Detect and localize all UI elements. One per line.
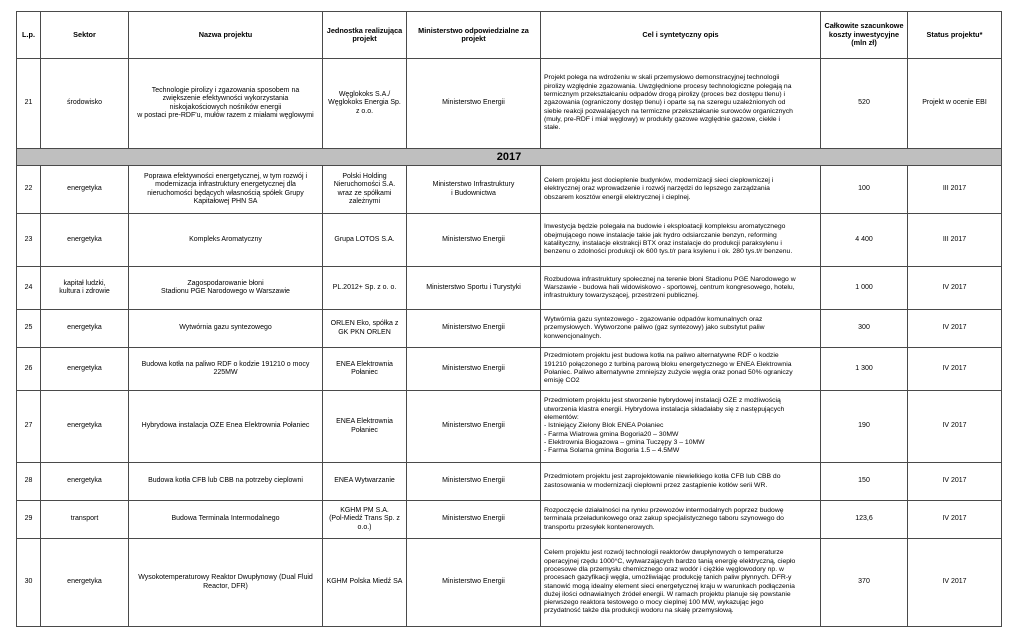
cell-cost: 150 bbox=[821, 463, 908, 501]
cell-sector: kapitał ludzki, kultura i zdrowie bbox=[41, 267, 129, 310]
goal-line: konwencjonalnych. bbox=[544, 332, 602, 340]
cell-unit: Grupa LOTOS S.A. bbox=[323, 214, 407, 267]
goal-line: operacyjnej rzędu 1000°C, wytwarzających bardzo tanią energię elektryczną, ciepło bbox=[544, 557, 796, 565]
cell-sector: energetyka bbox=[41, 166, 129, 214]
cell-status: Projekt w ocenie EBI bbox=[908, 59, 1002, 149]
goal-line: Inwestycja będzie polegała na budowie i eksploatacji kompleksu aromatycznego bbox=[544, 223, 786, 231]
cell-goal bbox=[541, 501, 821, 539]
projects-table bbox=[16, 11, 1002, 627]
goal-line: benzenu o zdolności produkcji ok 600 tys.t/r para ksylenu i ok. 280 tys.t/r benzenu. bbox=[544, 248, 793, 256]
header-cost: Całkowite szacunkowe koszty inwestycyjne (mln zł) bbox=[821, 12, 908, 59]
goal-line: - Farma Solarna gmina Bogoria 1.5 – 4.5MW bbox=[544, 447, 680, 455]
goal-line: - Elektrownia Biogazowa – gmina Tuczępy 3 – 10MW bbox=[544, 438, 705, 446]
cell-cost: 123,6 bbox=[821, 501, 908, 539]
cell-unit: Węglokoks S.A./ Węglokoks Energia Sp. z o.o. bbox=[323, 59, 407, 149]
goal-line: termicznym przekształcaniu odpadów drogą pirolizy (proces bez dostępu tlenu) i bbox=[544, 91, 786, 99]
cell-goal bbox=[541, 166, 821, 214]
goal-line: zastosowania w modernizacji ciepłowni przez zastąpienie kotłów serii WR. bbox=[544, 481, 768, 489]
cell-ministry: Ministerstwo Energii bbox=[407, 348, 541, 391]
goal-line: (muły, pre-RDF i miał węglowy) w produkty gazowe względnie gazowe, ciekłe i bbox=[544, 115, 780, 123]
goal-line: - Istniejący Zielony Blok ENEA Połaniec bbox=[544, 422, 664, 430]
table-row bbox=[17, 348, 1002, 391]
cell-lp: 30 bbox=[17, 539, 41, 627]
table-row bbox=[17, 214, 1002, 267]
cell-status: IV 2017 bbox=[908, 463, 1002, 501]
goal-line: transportu przesyłek kontenerowych. bbox=[544, 523, 655, 531]
cell-status: IV 2017 bbox=[908, 501, 1002, 539]
goal-line: Połaniec. Paliwo alternatywne zmniejszy zużycie węgla oraz ponad 50% ograniczy bbox=[544, 369, 793, 376]
header-goal: Cel i syntetyczny opis bbox=[541, 12, 821, 59]
header-unit: Jednostka realizująca projekt bbox=[323, 12, 407, 59]
cell-lp: 21 bbox=[17, 59, 41, 149]
cell-lp: 28 bbox=[17, 463, 41, 501]
goal-line: Przedmiotem projektu jest zaprojektowanie niewielkiego kotła CFB lub CBB do bbox=[544, 473, 781, 481]
cell-ministry: Ministerstwo Energii bbox=[407, 214, 541, 267]
cell-goal bbox=[541, 463, 821, 501]
cell-ministry: Ministerstwo Energii bbox=[407, 539, 541, 627]
cell-status: IV 2017 bbox=[908, 391, 1002, 463]
cell-status: III 2017 bbox=[908, 166, 1002, 214]
cell-cost: 4 400 bbox=[821, 214, 908, 267]
header-sector: Sektor bbox=[41, 12, 129, 59]
cell-cost: 100 bbox=[821, 166, 908, 214]
goal-line: emisję CO2 bbox=[544, 377, 580, 385]
goal-line: katalityczny, instalacje ekstrakcji BTX oraz instalacje do produkcji paraksylenu i bbox=[544, 240, 782, 247]
cell-status: IV 2017 bbox=[908, 310, 1002, 348]
goal-line: stałe. bbox=[544, 124, 561, 132]
cell-name: Kompleks Aromatyczny bbox=[129, 214, 323, 267]
goal-line: Warszawie - budowa hali widowiskowo - sportowej, centrum kongresowego, hotelu, bbox=[544, 283, 795, 291]
goal-line: Przedmiotem projektu jest budowa kotła na paliwo alternatywne RDF o kodzie bbox=[544, 352, 779, 360]
cell-status: III 2017 bbox=[908, 214, 1002, 267]
cell-ministry: Ministerstwo Energii bbox=[407, 310, 541, 348]
cell-goal bbox=[541, 214, 821, 267]
goal-line: Wytwórnia gazu syntezowego - zgazowanie odpadów komunalnych oraz bbox=[544, 316, 763, 324]
year-separator-row bbox=[17, 149, 1002, 166]
table-row bbox=[17, 310, 1002, 348]
cell-sector: energetyka bbox=[41, 463, 129, 501]
goal-line: obejmującego nowe instalacje takie jak hydro odsiarczanie benzyn, reforming bbox=[544, 231, 777, 239]
cell-cost: 1 300 bbox=[821, 348, 908, 391]
cell-unit: ENEA Elektrownia Połaniec bbox=[323, 391, 407, 463]
year-label: 2017 bbox=[17, 149, 1002, 166]
cell-ministry: Ministerstwo Infrastruktury i Budownictwa bbox=[407, 166, 541, 214]
cell-ministry: Ministerstwo Energii bbox=[407, 59, 541, 149]
cell-goal bbox=[541, 348, 821, 391]
cell-lp: 23 bbox=[17, 214, 41, 267]
goal-line: procesowe dla przemysłu chemicznego oraz wodór i ciężkie węglowodory np. w bbox=[544, 565, 784, 573]
goal-line: elektrycznej oraz wprowadzenie i rozwój narzędzi do lepszego zarządzania bbox=[544, 185, 770, 193]
cell-unit: KGHM Polska Miedź SA bbox=[323, 539, 407, 627]
goal-line: dużej ilości odnawialnych źródeł energii. W ramach projektu planuje się powstanie bbox=[544, 590, 791, 598]
cell-name: Zagospodarowanie błoni Stadionu PGE Narodowego w Warszawie bbox=[129, 267, 323, 310]
table-row bbox=[17, 59, 1002, 149]
goal-line: pirolizy względnie zgazowania. Uwzględnione procesy technologiczne polegają na bbox=[544, 82, 792, 90]
cell-sector: transport bbox=[41, 501, 129, 539]
cell-ministry: Ministerstwo Energii bbox=[407, 501, 541, 539]
cell-name: Budowa kotła CFB lub CBB na potrzeby cieplowni bbox=[129, 463, 323, 501]
cell-lp: 22 bbox=[17, 166, 41, 214]
cell-ministry: Ministerstwo Sportu i Turystyki bbox=[407, 267, 541, 310]
cell-lp: 26 bbox=[17, 348, 41, 391]
cell-status: IV 2017 bbox=[908, 539, 1002, 627]
cell-unit: ORLEN Eko, spółka z GK PKN ORLEN bbox=[323, 310, 407, 348]
cell-cost: 1 000 bbox=[821, 267, 908, 310]
cell-name: Technologie pirolizy i zgazowania sposobem na zwiększenie efektywności wykorzystania niskojakościowych nośników energii w postaci pre-RDF'u, mułów razem z miałami węglowymi bbox=[129, 59, 323, 149]
goal-line: terminala przeładunkowego oraz zakup specjalistycznego taboru szynowego do bbox=[544, 515, 784, 523]
cell-name: Poprawa efektywności energetycznej, w tym rozwój i modernizacja infrastruktury energetycznej dla nieruchomości będących własnością spółek Grupy Kapitałowej PHN SA bbox=[129, 166, 323, 214]
cell-sector: energetyka bbox=[41, 539, 129, 627]
cell-goal bbox=[541, 391, 821, 463]
goal-line: - Farma Wiatrowa gmina Bogoria20 – 30MW bbox=[544, 430, 679, 438]
cell-unit: Polski Holding Nieruchomości S.A. wraz ze spółkami zależnymi bbox=[323, 166, 407, 214]
cell-cost: 300 bbox=[821, 310, 908, 348]
goal-line: przydatność także dla produkcji wodoru na skalę przemysłową. bbox=[544, 607, 734, 615]
goal-line: utworzenia klastra energii. Hybrydowa instalacja składałaby się z następujących bbox=[544, 405, 785, 413]
goal-line: zgazowania (ograniczony dostęp tlenu) i oparte są na szeregu uzależnionych od bbox=[544, 99, 786, 107]
cell-name: Budowa Terminala Intermodalnego bbox=[129, 501, 323, 539]
cell-sector: energetyka bbox=[41, 214, 129, 267]
header-name: Nazwa projektu bbox=[129, 12, 323, 59]
cell-name: Hybrydowa instalacja OZE Enea Elektrownia Połaniec bbox=[129, 391, 323, 463]
goal-line: 191210 połączonego z turbiną parową bloku energetycznego w ENEA Elektrownia bbox=[544, 360, 792, 368]
table-header-row bbox=[17, 12, 1002, 59]
document-page bbox=[16, 11, 1001, 627]
goal-line: Rozbudowa infrastruktury społecznej na terenie błoni Stadionu PGE Narodowego w bbox=[544, 275, 796, 283]
cell-cost: 190 bbox=[821, 391, 908, 463]
cell-lp: 24 bbox=[17, 267, 41, 310]
cell-name: Wysokotemperaturowy Reaktor Dwupłynowy (Dual Fluid Reactor, DFR) bbox=[129, 539, 323, 627]
cell-unit: PL.2012+ Sp. z o. o. bbox=[323, 267, 407, 310]
cell-sector: środowisko bbox=[41, 59, 129, 149]
goal-line: Celem projektu jest rozwój technologii reaktorów dwupłynowych o temperaturze bbox=[544, 549, 784, 557]
cell-goal bbox=[541, 310, 821, 348]
goal-line: obszarem kosztów energii elektrycznej i cieplnej. bbox=[544, 193, 691, 201]
goal-line: Celem projektu jest docieplenie budynków, modernizacji sieci ciepłowniczej i bbox=[544, 177, 774, 185]
cell-name: Budowa kotła na paliwo RDF o kodzie 191210 o mocy 225MW bbox=[129, 348, 323, 391]
table-row bbox=[17, 463, 1002, 501]
cell-goal bbox=[541, 267, 821, 310]
cell-lp: 27 bbox=[17, 391, 41, 463]
goal-line: siebie reakcji pozwalających na termiczne przekształcanie surowców organicznych bbox=[544, 107, 793, 115]
goal-line: Projekt polega na wdrożeniu w skali przemysłowo demonstracyjnej technologii bbox=[544, 74, 780, 82]
goal-line: procesach gazyfikacji węgla, umożliwiając produkcję tanich paliw płynnych. DFR-y bbox=[544, 574, 792, 582]
cell-sector: energetyka bbox=[41, 310, 129, 348]
header-status: Status projektu* bbox=[908, 12, 1002, 59]
goal-line: przemysłowych. Wytworzone paliwo (gaz syntezowy) jako substytut paliw bbox=[544, 324, 765, 332]
cell-status: IV 2017 bbox=[908, 348, 1002, 391]
cell-ministry: Ministerstwo Energii bbox=[407, 391, 541, 463]
goal-line: Rozpoczęcie działalności na rynku przewozów intermodalnych poprzez budowę bbox=[544, 507, 784, 515]
table-row bbox=[17, 391, 1002, 463]
cell-sector: energetyka bbox=[41, 348, 129, 391]
goal-line: stanowić mogą idealny element sieci energetycznej kraju w warunkach podłączenia bbox=[544, 582, 795, 590]
cell-unit: KGHM PM S.A. (Pol-Miedź Trans Sp. z o.o.) bbox=[323, 501, 407, 539]
table-row bbox=[17, 166, 1002, 214]
goal-line: Przedmiotem projektu jest stworzenie hybrydowej instalacji OZE z możliwością bbox=[544, 397, 781, 405]
cell-unit: ENEA Elektrownia Połaniec bbox=[323, 348, 407, 391]
cell-ministry: Ministerstwo Energii bbox=[407, 463, 541, 501]
header-ministry: Ministerstwo odpowiedzialne za projekt bbox=[407, 12, 541, 59]
goal-line: elementów: bbox=[544, 414, 579, 422]
cell-cost: 520 bbox=[821, 59, 908, 149]
cell-unit: ENEA Wytwarzanie bbox=[323, 463, 407, 501]
cell-goal bbox=[541, 59, 821, 149]
cell-name: Wytwórnia gazu syntezowego bbox=[129, 310, 323, 348]
table-row bbox=[17, 539, 1002, 627]
cell-status: IV 2017 bbox=[908, 267, 1002, 310]
cell-goal bbox=[541, 539, 821, 627]
cell-lp: 25 bbox=[17, 310, 41, 348]
goal-line: pierwszego reaktora testowego o mocy cieplnej 100 MW, wykazując jego bbox=[544, 599, 764, 607]
cell-cost: 370 bbox=[821, 539, 908, 627]
goal-line: infrastruktury towarzyszącej, przestrzeni publicznej. bbox=[544, 292, 699, 300]
cell-lp: 29 bbox=[17, 501, 41, 539]
table-row bbox=[17, 267, 1002, 310]
cell-sector: energetyka bbox=[41, 391, 129, 463]
table-row bbox=[17, 501, 1002, 539]
header-lp: L.p. bbox=[17, 12, 41, 59]
